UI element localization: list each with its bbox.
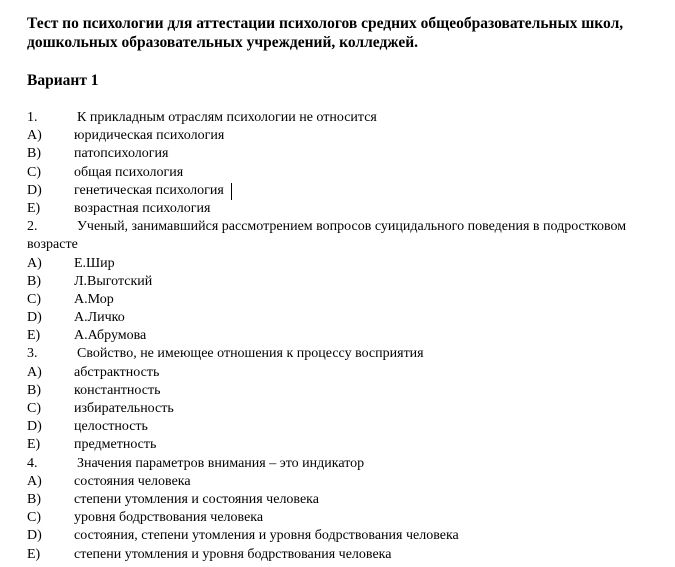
option-label: A): [27, 128, 42, 144]
option-text: избирательность: [74, 401, 174, 417]
option-label: E): [27, 546, 41, 562]
option-text: общая психология: [74, 164, 184, 180]
option-text: генетическая психология: [74, 182, 224, 198]
question-number: 1.: [27, 110, 38, 125]
option-label: E): [27, 328, 41, 344]
option-text: А.Личко: [74, 310, 125, 326]
option-label: A): [27, 364, 42, 380]
option-label: B): [27, 273, 41, 289]
option-text: уровня бодрствования человека: [74, 510, 264, 526]
option-label: E): [27, 200, 41, 216]
option-row: [27, 127, 657, 145]
variant-heading: Вариант 1: [27, 72, 99, 89]
option-label: B): [27, 382, 41, 398]
question-number: 4.: [27, 455, 38, 471]
question-2: [27, 218, 657, 254]
text-cursor: [231, 183, 232, 200]
option-row: [27, 291, 657, 309]
document-title: Тест по психологии для аттестации психологов средних общеобразовательных школ, дошкольных образовательных учреждений, колледжей.: [27, 15, 624, 51]
option-row: [27, 400, 657, 418]
option-label: D): [27, 182, 42, 198]
option-label: A): [27, 473, 42, 489]
option-row: [27, 418, 657, 436]
option-row: [27, 509, 657, 527]
question-4: [27, 455, 657, 473]
option-text: степени утомления и уровня бодрствования человека: [74, 546, 392, 562]
question-text: Ученый, занимавшийся рассмотрением вопросов суицидального поведения в подростковом возрасте: [27, 219, 627, 253]
option-text: степени утомления и состояния человека: [74, 491, 319, 507]
question-text: Свойство, не имеющее отношения к процессу восприятия: [77, 346, 424, 362]
document-page: [27, 14, 657, 564]
option-text: константность: [74, 382, 161, 398]
option-row: [27, 309, 657, 327]
option-row: [27, 200, 657, 218]
option-text: целостность: [74, 419, 148, 435]
option-text: А.Абрумова: [74, 328, 147, 344]
option-row: [27, 364, 657, 382]
option-label: C): [27, 164, 41, 180]
question-1: [27, 109, 657, 127]
option-row: [27, 527, 657, 545]
option-row: [27, 473, 657, 491]
option-row: [27, 327, 657, 345]
option-text: состояния, степени утомления и уровня бодрствования человека: [74, 528, 459, 544]
option-text: патопсихология: [74, 146, 169, 162]
option-row: [27, 491, 657, 509]
option-text: состояния человека: [74, 473, 191, 489]
option-row: [27, 182, 657, 200]
option-text: Е.Шир: [74, 255, 115, 271]
option-text: А.Мор: [74, 291, 114, 307]
option-row: [27, 145, 657, 163]
option-row: [27, 382, 657, 400]
question-number: 3.: [27, 346, 38, 362]
option-label: D): [27, 310, 42, 326]
option-row: [27, 546, 657, 564]
option-text: абстрактность: [74, 364, 160, 380]
option-row: [27, 273, 657, 291]
option-label: D): [27, 528, 42, 544]
option-label: B): [27, 491, 41, 507]
option-label: A): [27, 255, 42, 271]
option-label: E): [27, 437, 41, 453]
option-text: Л.Выготский: [74, 273, 153, 289]
option-label: C): [27, 401, 41, 417]
question-number: 2.: [27, 219, 38, 235]
option-text: предметность: [74, 437, 157, 453]
option-label: B): [27, 146, 41, 162]
option-label: D): [27, 419, 42, 435]
option-label: C): [27, 510, 41, 526]
option-row: [27, 255, 657, 273]
option-row: [27, 436, 657, 454]
question-text: К прикладным отраслям психологии не относится: [77, 110, 377, 125]
question-text: Значения параметров внимания – это индикатор: [77, 455, 365, 471]
option-row: [27, 164, 657, 182]
question-3: [27, 345, 657, 363]
option-text: юридическая психология: [74, 128, 225, 144]
option-text: возрастная психология: [74, 200, 211, 216]
option-label: C): [27, 291, 41, 307]
